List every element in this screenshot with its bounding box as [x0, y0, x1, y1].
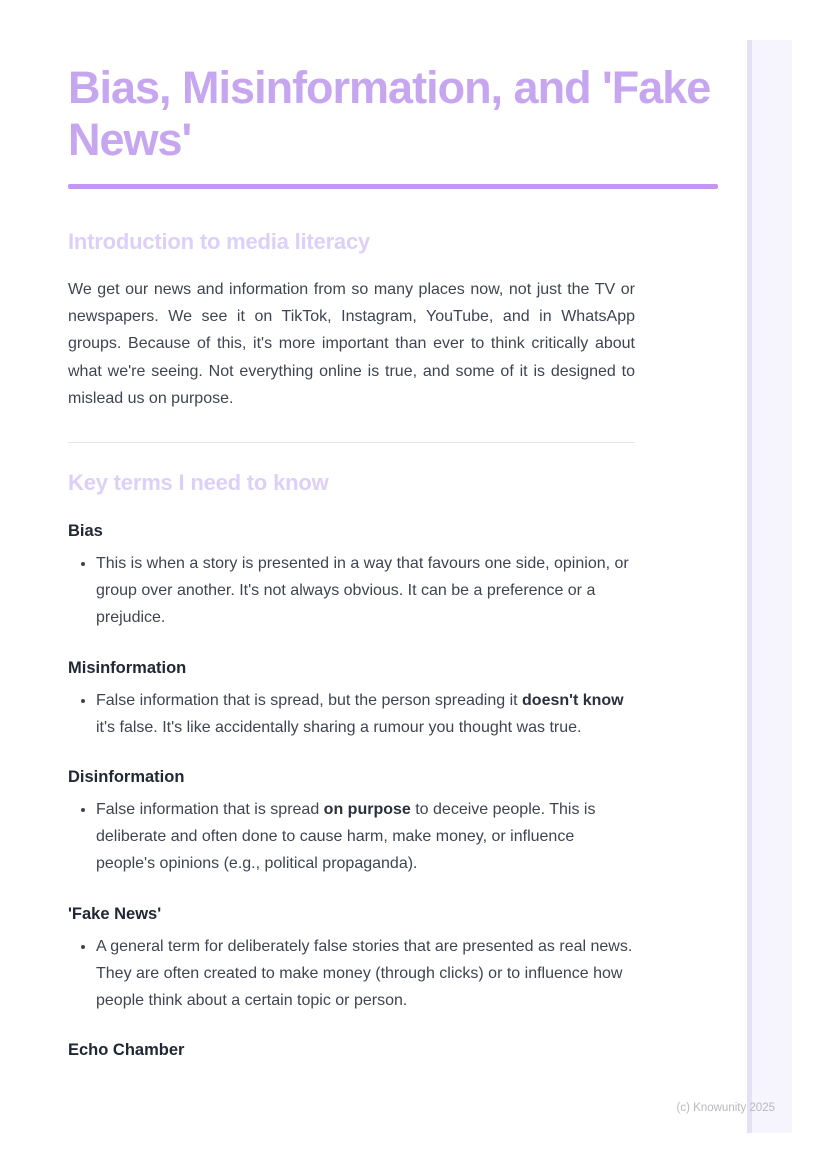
- term-bullet-list: [68, 796, 635, 878]
- bullet-text: False information that is spread, but the person spreading it: [96, 691, 523, 709]
- term-bullet-item: [96, 687, 635, 741]
- document-content: [68, 0, 718, 1060]
- bullet-text: it's false. It's like accidentally sharing a rumour you thought was true.: [96, 718, 582, 736]
- term-name: Echo Chamber: [68, 1041, 185, 1060]
- bullet-text: False information that is spread: [96, 801, 324, 819]
- term-name: Misinformation: [68, 658, 187, 677]
- section-heading-introduction: Introduction to media literacy: [68, 229, 371, 254]
- term-bullet-item: [96, 796, 635, 878]
- term-bullet-item: [96, 550, 635, 632]
- bullet-text: to deceive people. This is deliberate and often done to cause harm, make money, or influence people's opinions (e.g., political propaganda).: [96, 801, 596, 873]
- key-terms-list: [68, 521, 718, 1060]
- bullet-text: A general term for deliberately false stories that are presented as real news. They are often created to make money (through clicks) or to influence how people think about a certain topic or person.: [96, 937, 633, 1010]
- term-name: Disinformation: [68, 768, 185, 787]
- term-bullet-list: [68, 687, 635, 741]
- bullet-text: This is when a story is presented in a way that favours one side, opinion, or group over another. It's not always obvious. It can be a preference or a prejudice.: [96, 555, 629, 627]
- page-edge-stripe: [747, 40, 792, 1133]
- bullet-text-bold: doesn't know: [522, 691, 624, 709]
- term-name: Bias: [68, 522, 103, 541]
- section-heading-key-terms: Key terms I need to know: [68, 470, 329, 496]
- copyright-watermark: (c) Knowunity 2025: [676, 1102, 775, 1114]
- term-bullet-list: [68, 550, 635, 632]
- title-underline-rule: [68, 184, 718, 189]
- introduction-paragraph: We get our news and information from so many places now, not just the TV or newspapers. We see it on TikTok, Instagram, YouTube, and in WhatsApp groups. Because of this, it's more important than ever to think critically about what we're seeing. Not everything online is true, and some of it is designed to mislead us on purpose.: [68, 281, 635, 407]
- term-name: 'Fake News': [68, 904, 162, 923]
- term-bullet-item: [96, 933, 635, 1015]
- bullet-text-bold: on purpose: [323, 801, 411, 819]
- term-bullet-list: [68, 933, 635, 1015]
- document-title: Bias, Misinformation, and 'Fake News': [68, 62, 711, 165]
- section-divider: [68, 442, 635, 443]
